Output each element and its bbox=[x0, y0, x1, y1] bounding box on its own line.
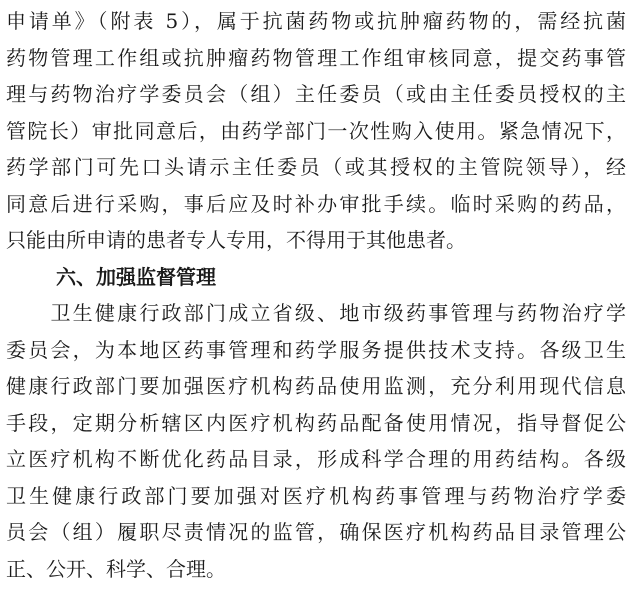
text-line: 员会（组）履职尽责情况的监管，确保医疗机构药品目录管理公 bbox=[6, 520, 626, 544]
paragraph-procurement-approval bbox=[6, 3, 626, 259]
text-line: 只能由所申请的患者专人专用，不得用于其他患者。 bbox=[6, 228, 466, 252]
text-line: 委员会，为本地区药事管理和药学服务提供技术支持。各级卫生 bbox=[6, 337, 626, 362]
text-line: 卫生健康行政部门成立省级、地市级药事管理与药物治疗学 bbox=[6, 301, 626, 325]
text-line: 手段，定期分析辖区内医疗机构药品配备使用情况，指导督促公 bbox=[6, 410, 626, 435]
section-heading: 六、加强监督管理 bbox=[56, 264, 216, 289]
text-line: 同意后进行采购，事后应及时补办审批手续。临时采购的药品， bbox=[6, 191, 626, 216]
text-line: 卫生健康行政部门要加强对医疗机构药事管理与药物治疗学委 bbox=[6, 483, 626, 508]
text-line: 健康行政部门要加强医疗机构药品使用监测，充分利用现代信息 bbox=[6, 374, 626, 398]
document-page bbox=[6, 3, 626, 587]
text-line: 申请单》（附表 5），属于抗菌药物或抗肿瘤药物的，需经抗菌 bbox=[6, 9, 626, 33]
paragraph-supervision bbox=[6, 295, 626, 587]
text-line: 理与药物治疗学委员会（组）主任委员（或由主任委员授权的主 bbox=[6, 82, 626, 106]
text-line: 管院长）审批同意后，由药学部门一次性购入使用。紧急情况下， bbox=[6, 118, 626, 143]
text-line: 正、公开、科学、合理。 bbox=[6, 556, 226, 581]
text-line: 立医疗机构不断优化药品目录，形成科学合理的用药结构。各级 bbox=[6, 447, 626, 471]
text-line: 药学部门可先口头请示主任委员（或其授权的主管院领导），经 bbox=[6, 155, 626, 179]
text-line: 药物管理工作组或抗肿瘤药物管理工作组审核同意，提交药事管 bbox=[6, 45, 626, 70]
